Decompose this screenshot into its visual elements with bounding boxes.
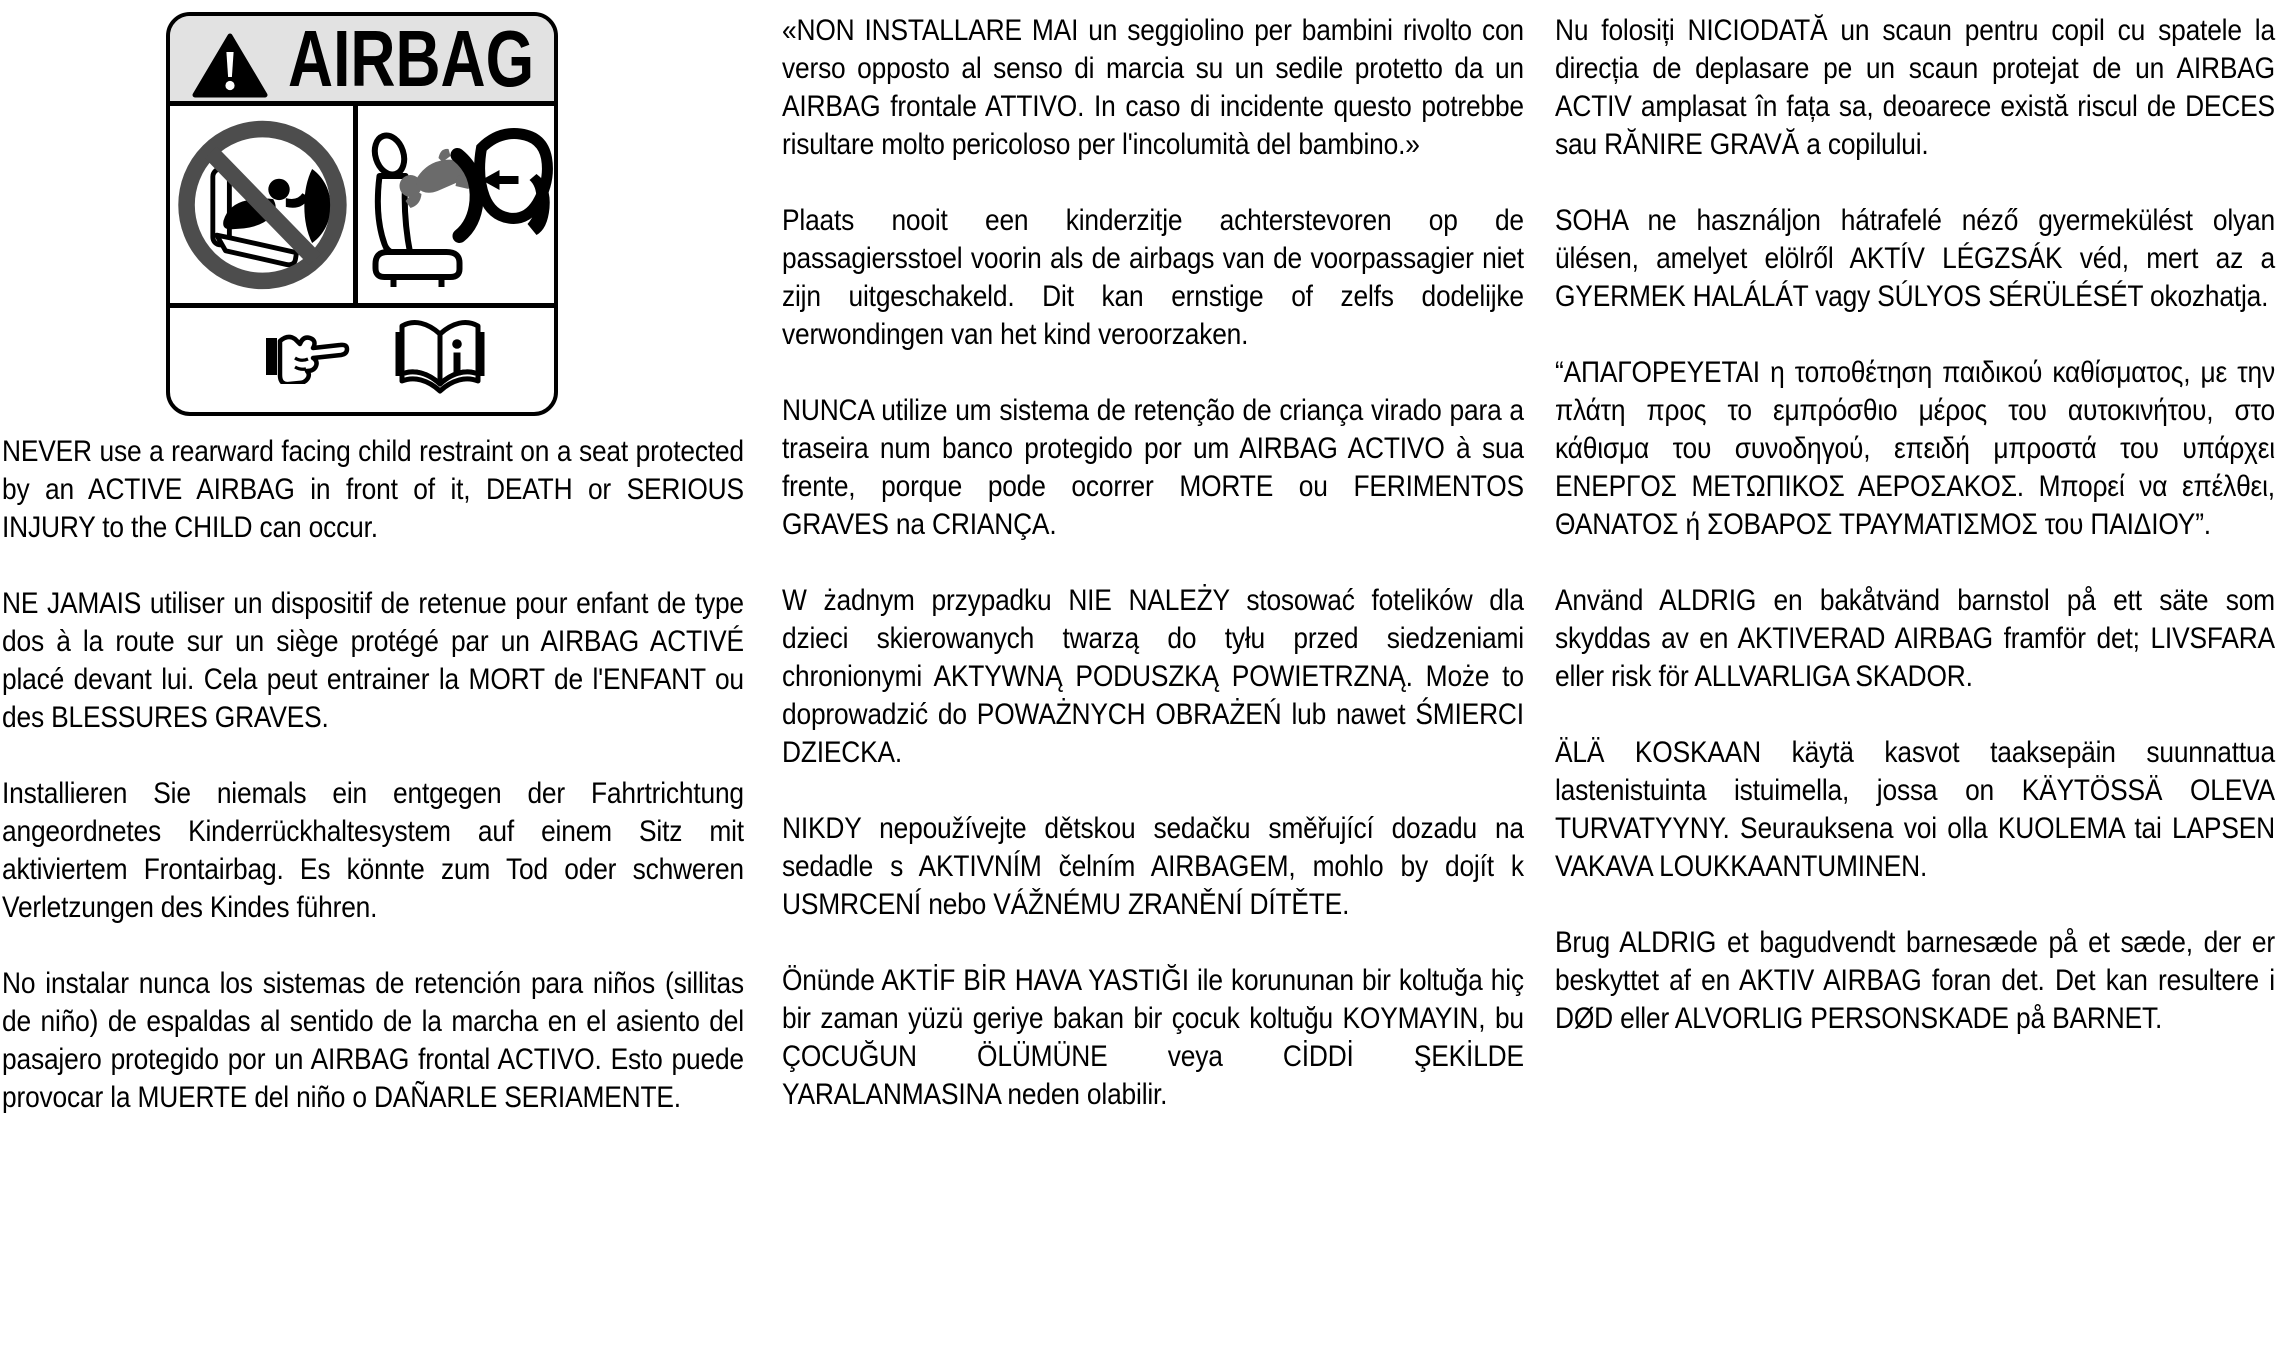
paragraph-italian: «NON INSTALLARE MAI un seggiolino per bambini rivolto con verso opposto al senso di marcia su un sedile protetto da un AIRBAG frontale ATTIVO. In caso di incidente questo potrebbe risultare molto pericoloso per l'incolumità del bambino.» xyxy=(782,14,1524,161)
label-header xyxy=(170,16,554,106)
warning-triangle-icon xyxy=(192,33,268,99)
paragraph-spanish: No instalar nunca los sistemas de retención para niños (sillitas de niño) de espaldas al sentido de la marcha en el asiento del pasajero protegido por un AIRBAG frontal ACTIVO. Esto puede provocar la MUERTE del niño o DAÑARLE SERIAMENTE. xyxy=(2,967,744,1114)
prohibition-pictogram-icon xyxy=(170,106,353,303)
column-middle xyxy=(782,12,1524,1114)
column-left xyxy=(2,433,744,1117)
paragraph-german: Installieren Sie niemals ein entgegen der Fahrtrichtung angeordnetes Kinderrückhaltesystem auf einem Sitz mit aktiviertem Frontairbag. Es könnte zum Tod oder schweren Verletzungen des Kindes führen. xyxy=(2,777,744,924)
paragraph-dutch: Plaats nooit een kinderzitje achterstevoren op de passagiersstoel voorin als de airbags van de voorpassagier niet zijn uitgeschakeld. Dit kan ernstige of zelfs dodelijke verwondingen van het kind veroorzaken. xyxy=(782,204,1524,351)
label-pictogram-panels xyxy=(170,106,554,308)
airbag-warning-label xyxy=(166,12,558,416)
owners-manual-book-icon xyxy=(394,314,486,400)
paragraph-hungarian: SOHA ne használjon hátrafelé néző gyermekülést olyan ülésen, amelyet elölről AKTÍV LÉGZSÁK véd, mert az a GYERMEK HALÁLÁT vagy SÚLYOS SÉRÜLÉSÉT okozhatja. xyxy=(1555,204,2275,313)
pointing-hand-icon xyxy=(264,330,350,384)
paragraph-english: NEVER use a rearward facing child restraint on a seat protected by an ACTIVE AIRBAG in front of it, DEATH or SERIOUS INJURY to the CHILD can occur. xyxy=(2,435,744,544)
paragraph-portuguese: NUNCA utilize um sistema de retenção de criança virado para a traseira num banco protegido por um AIRBAG ACTIVO à sua frente, porque pode ocorrer MORTE ou FERIMENTOS GRAVES na CRIANÇA. xyxy=(782,394,1524,541)
paragraph-finnish: ÄLÄ KOSKAAN käytä kasvot taaksepäin suunnattua lastenistuinta istuimella, jossa on KÄYTÖSSÄ OLEVA TURVATYYNY. Seurauksena voi olla KUOLEMA tai LAPSEN VAKAVA LOUKKAANTUMINEN. xyxy=(1555,736,2275,883)
paragraph-turkish: Önünde AKTİF BİR HAVA YASTIĞI ile korununan bir koltuğa hiç bir zaman yüzü geriye bakan bir çocuk koltuğu KOYMAYIN, bu ÇOCUĞUN ÖLÜMÜNE veya CİDDİ ŞEKİLDE YARALANMASINA neden olabilir. xyxy=(782,964,1524,1111)
airbag-deployment-icon xyxy=(358,106,554,303)
column-right xyxy=(1555,12,2275,1038)
paragraph-greek: “ΑΠΑΓΟΡΕΥΕΤΑΙ η τοποθέτηση παιδικού καθίσματος, με την πλάτη προς το εμπρόσθιο μέρος του αυτοκινήτου, στο κάθισμα του συνοδηγού, επειδή μπροστά του υπάρχει ΕΝΕΡΓΟΣ ΜΕΤΩΠΙΚΟΣ ΑΕΡΟΣΑΚΟΣ. Μπορεί να επέλθει, ΘΑΝΑΤΟΣ ή ΣΟΒΑΡΟΣ ΤΡΑΥΜΑΤΙΣΜΟΣ του ΠΑΙΔΙΟΥ”. xyxy=(1555,356,2275,541)
paragraph-swedish: Använd ALDRIG en bakåtvänd barnstol på ett säte som skyddas av en AKTIVERAD AIRBAG framför det; LIVSFARA eller risk för ALLVARLIGA SKADOR. xyxy=(1555,584,2275,693)
label-footer xyxy=(170,308,554,412)
label-title: AIRBAG xyxy=(288,14,535,103)
paragraph-french: NE JAMAIS utiliser un dispositif de retenue pour enfant de type dos à la route sur un siège protégé par un AIRBAG ACTIVÉ placé devant lui. Cela peut entrainer la MORT de l'ENFANT ou des BLESSURES GRAVES. xyxy=(2,587,744,734)
airbag-deployment-pictogram xyxy=(358,106,554,303)
paragraph-polish: W żadnym przypadku NIE NALEŻY stosować fotelików dla dzieci skierowanych twarzą do tyłu przed siedzeniami chronionymi AKTYWNĄ PODUSZKĄ POWIETRZNĄ. Może to doprowadzić do POWAŻNYCH OBRAŻEŃ lub nawet ŚMIERCI DZIECKA. xyxy=(782,584,1524,769)
paragraph-romanian: Nu folosiți NICIODATĂ un scaun pentru copil cu spatele la direcția de deplasare pe un scaun protejat de un AIRBAG ACTIV amplasat în fața sa, deoarece există riscul de DECES sau RĂNIRE GRAVĂ a copilului. xyxy=(1555,14,2275,161)
paragraph-czech: NIKDY nepoužívejte dětskou sedačku směřující dozadu na sedadle s AKTIVNÍM čelním AIRBAGEM, mohlo by dojít k USMRCENÍ nebo VÁŽNÉMU ZRANĚNÍ DÍTĚTE. xyxy=(782,812,1524,921)
paragraph-danish: Brug ALDRIG et bagudvendt barnesæde på et sæde, der er beskyttet af en AKTIV AIRBAG foran det. Det kan resultere i DØD eller ALVORLIG PERSONSKADE på BARNET. xyxy=(1555,926,2275,1035)
no-rearward-child-seat-pictogram xyxy=(170,106,358,303)
